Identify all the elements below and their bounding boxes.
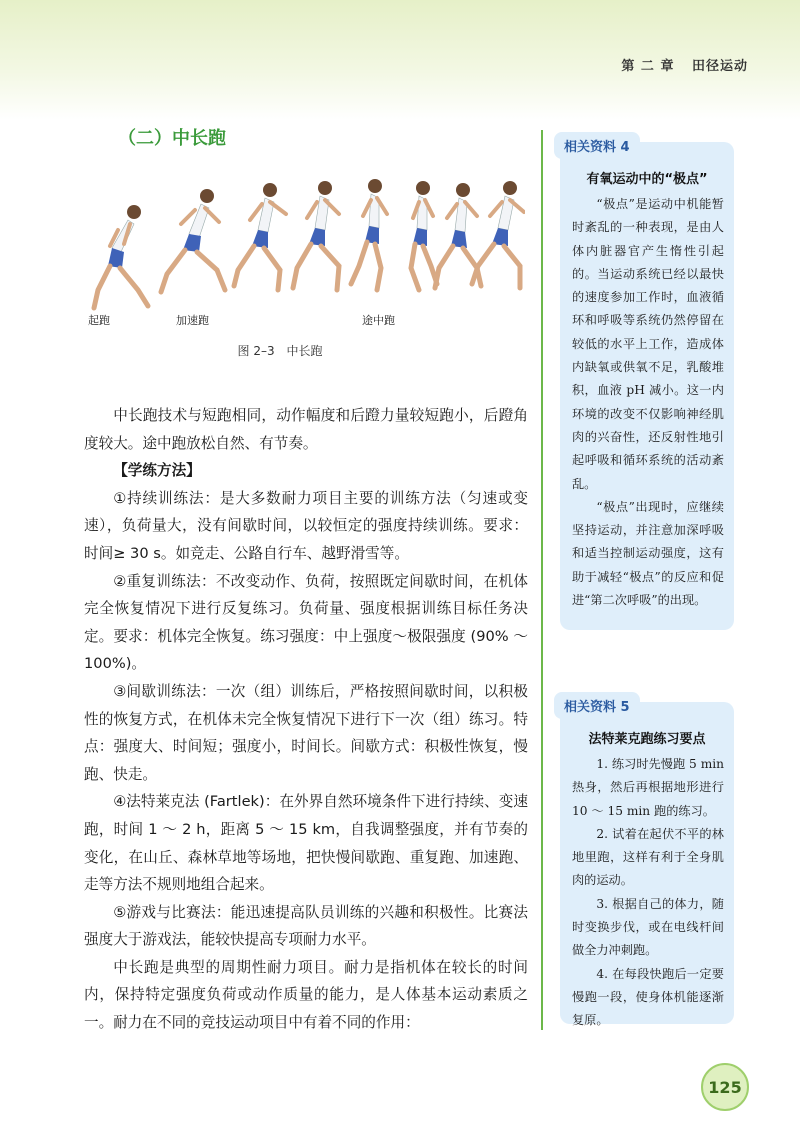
card-4-tag: 相关资料 4	[554, 132, 640, 159]
card-5-title: 法特莱克跑练习要点	[588, 732, 706, 747]
body-paragraph-method-2: ②重复训练法：不改变动作、负荷，按照既定间歇时间，在机体完全恢复情况下进行反复练习。负荷量、强度根据训练目标任务决定。要求：机体完全恢复。练习强度：中上强度～极限强度 (90% ～ 100%)。	[84, 572, 528, 673]
body-paragraph-endurance: 中长跑是典型的周期性耐力项目。耐力是指机体在较长的时间内，保持特定强度负荷或动作质量的能力，是人体基本运动素质之一。耐力在不同的竞技运动项目中有着不同的作用：	[84, 958, 528, 1032]
page-number: 125	[701, 1063, 749, 1111]
figure-caption-number: 图 2–3	[237, 344, 275, 358]
runner-sequence-figure	[75, 170, 525, 320]
body-paragraph-method-4: ④法特莱克法 (Fartlek)：在外界自然环境条件下进行持续、变速跑，时间 1 ～ 2 h，距离 5 ～ 15 km，自我调整强度，并有节奏的变化，在山丘、森林草地等场地，把快慢间歇跑、重复跑、加速跑、走等方法不规则地组合起来。	[84, 793, 528, 894]
card-5-paragraph: 3. 根据自己的体力，随时变换步伐，或在电线杆间做全力冲刺跑。	[572, 896, 724, 958]
figure-label-midway: 途中跑	[362, 314, 395, 327]
chapter-number: 第 二 章	[621, 59, 675, 74]
body-paragraph-intro: 中长跑技术与短跑相同，动作幅度和后蹬力量较短跑小，后蹬角度较大。途中跑放松自然、有节奏。	[84, 407, 528, 452]
card-5-paragraph: 4. 在每段快跑后一定要慢跑一段，使身体机能逐渐复原。	[572, 966, 724, 1028]
method-heading: 【学练方法】	[113, 462, 201, 480]
body-paragraph-method-3: ③间歇训练法：一次（组）训练后，严格按照间歇时间，以积极性的恢复方式，在机体未完全恢复情况下进行下一次（组）练习。特点：强度大、时间短；强度小，时间长。间歇方式：积极性恢复，慢跑、快走。	[84, 682, 528, 783]
chapter-header	[621, 55, 748, 74]
runner-mid-3	[411, 181, 437, 290]
card-4-body	[560, 187, 734, 622]
figure-caption-text: 中长跑	[286, 344, 323, 358]
body-paragraph-method-1: ①持续训练法：是大多数耐力项目主要的训练方法（匀速或变速），负荷量大，没有间歇时间，以较恒定的强度持续训练。要求：时间≥ 30 s。如竞走、公路自行车、越野滑雪等。	[84, 489, 528, 562]
runner-mid-2	[351, 179, 387, 290]
body-paragraph-method-5: ⑤游戏与比赛法：能迅速提高队员训练的兴趣和积极性。比赛法强度大于游戏法，能较快提高专项耐力水平。	[84, 903, 528, 949]
card-5-tag: 相关资料 5	[554, 692, 640, 719]
runner-mid-1	[293, 181, 339, 290]
runner-accel-2	[234, 183, 286, 290]
card-5-paragraph: 1. 练习时先慢跑 5 min 热身，然后再根据地形进行 10 ～ 15 min 跑的练习。	[572, 757, 724, 818]
card-4-paragraph: “极点”出现时，应继续坚持运动，并注意加深呼吸和适当控制运动强度，这有助于减轻“极点”的反应和促进“第二次呼吸”的出现。	[572, 499, 724, 608]
related-material-card-5	[560, 700, 734, 1028]
figure-caption	[0, 342, 560, 359]
figure-label-acceleration: 加速跑	[176, 314, 209, 327]
section-title: （二）中长跑	[118, 128, 226, 149]
figure-label-start: 起跑	[88, 314, 110, 327]
runner-start	[94, 205, 148, 308]
card-4-title: 有氧运动中的“极点”	[586, 172, 708, 187]
main-body-text	[84, 402, 528, 1037]
card-4-paragraph: “极点”是运动中机能暂时紊乱的一种表现，是由人体内脏器官产生惰性引起的。当运动系统已经以最快的速度参加工作时，血液循环和呼吸等系统仍然停留在较低的水平上工作，造成体内缺氧或供氧不足，乳酸堆积，血液 pH 减小。这一内环境的改变不仅影响神经肌肉的兴奋性，还反射性地引起呼吸和循环系统的活动紊乱。	[572, 197, 724, 491]
sidebar-divider	[541, 130, 543, 1030]
card-5-paragraph: 2. 试着在起伏不平的林地里跑，这样有利于全身肌肉的运动。	[572, 826, 724, 888]
runner-accel-1	[161, 189, 225, 292]
card-5-body	[560, 747, 734, 1043]
chapter-title: 田径运动	[691, 59, 748, 74]
related-material-card-4	[560, 142, 734, 630]
